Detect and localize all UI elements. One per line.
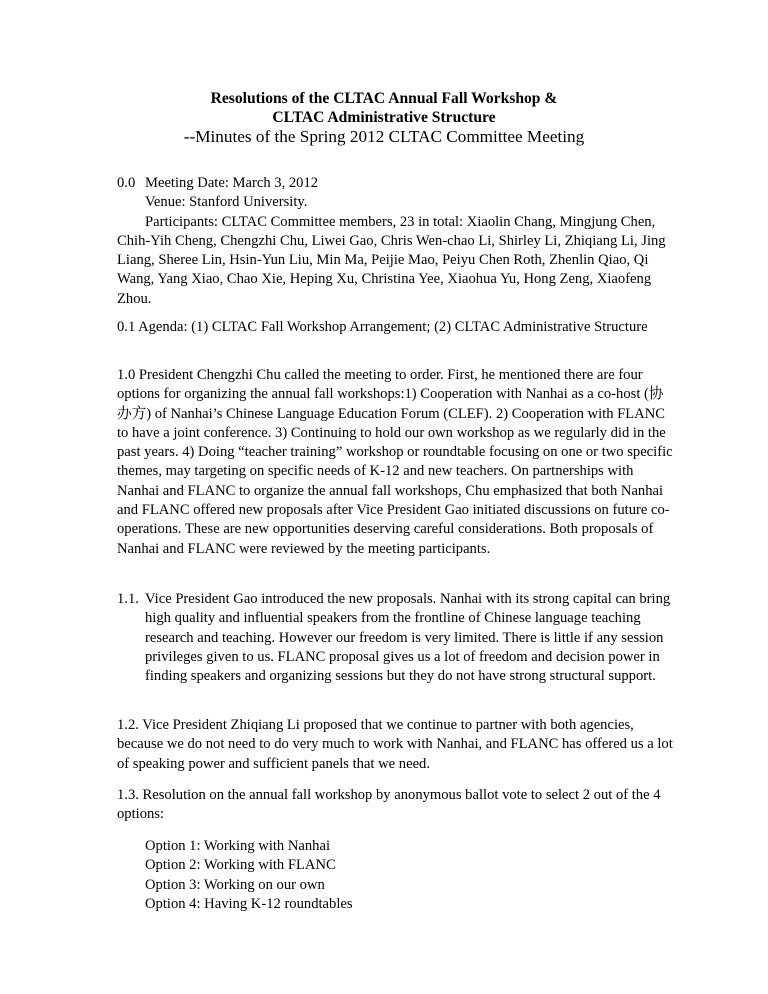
list-item: Option 2: Working with FLANC <box>145 857 336 874</box>
section-1-1-text: Vice President Gao introduced the new proposals. Nanhai with its strong capital can bring high quality and influential speakers from the frontline of Chinese language teaching research and teaching. However our freedom is very limited. There is little if any session privileges given to us. FLANC proposal gives us a lot of freedom and decision power in finding speakers and organizing sessions but they do not have strong structural support. <box>145 591 671 685</box>
agenda: 0.1 Agenda: (1) CLTAC Fall Workshop Arrangement; (2) CLTAC Administrative Structure <box>117 319 648 335</box>
section-1-1-number: 1.1. <box>117 591 139 607</box>
meeting-date-row <box>117 174 677 193</box>
list-item: Option 4: Having K-12 roundtables <box>145 895 353 912</box>
document-subtitle: --Minutes of the Spring 2012 CLTAC Committee Meeting <box>183 127 585 146</box>
title-line-2: CLTAC Administrative Structure <box>272 109 496 126</box>
section-1-1 <box>117 590 677 686</box>
meeting-number: 0.0 <box>117 175 136 191</box>
section-1-2: 1.2. Vice President Zhiqiang Li proposed that we continue to partner with both agencies, because we do not need to do very much to work with Nanhai, and FLANC has offered us a lot of speaking power and sufficient panels that we need. <box>117 717 673 772</box>
section-1-3: 1.3. Resolution on the annual fall workshop by anonymous ballot vote to select 2 out of the 4 options: <box>117 787 661 823</box>
participants-first-line: Participants: CLTAC Committee members, 23 in total: Xiaolin Chang, Mingjung Chen, <box>145 213 656 230</box>
meeting-info <box>117 174 677 309</box>
section-1-0: 1.0 President Chengzhi Chu called the meeting to order. First, he mentioned there are four options for organizing the annual fall workshops:1) Cooperation with Nanhai as a co-host (协办方) of Nanhai’s Chinese Language Education Forum (CLEF). 2) Cooperation with FLANC to have a joint conference. 3) Continuing to hold our own workshop as we regularly did in the past years. 4) Doing “teacher training” workshop or roundtable focusing on one or two specific themes, may targeting on specific needs of K-12 and new teachers. On partnerships with Nanhai and FLANC to organize the annual fall workshops, Chu emphasized that both Nanhai and FLANC offered new proposals after Vice President Gao initiated discussions on future co-operations. These are new opportunities deserving careful considerations. Both proposals of Nanhai and FLANC were reviewed by the meeting participants. <box>117 367 673 557</box>
title-line-1: Resolutions of the CLTAC Annual Fall Workshop & <box>210 90 558 107</box>
meeting-date: Meeting Date: March 3, 2012 <box>145 175 319 191</box>
list-item: Option 1: Working with Nanhai <box>145 838 331 854</box>
list-item: Option 3: Working on our own <box>145 876 325 893</box>
meeting-venue: Venue: Stanford University. <box>145 194 308 211</box>
participants-list: Chih-Yih Cheng, Chengzhi Chu, Liwei Gao, Chris Wen-chao Li, Shirley Li, Zhiqiang Li, Jing Liang, Sheree Lin, Hsin-Yun Liu, Min Ma, Peijie Mao, Peiyu Chen Roth, Zhenlin Qiao, Qi Wang, Yang Xiao, Chao Xie, Heping Xu, Christina Yee, Xiaohua Yu, Hong Zeng, Xiaofeng Zhou. <box>117 232 666 307</box>
document-title <box>0 89 768 147</box>
options-list <box>117 837 705 914</box>
